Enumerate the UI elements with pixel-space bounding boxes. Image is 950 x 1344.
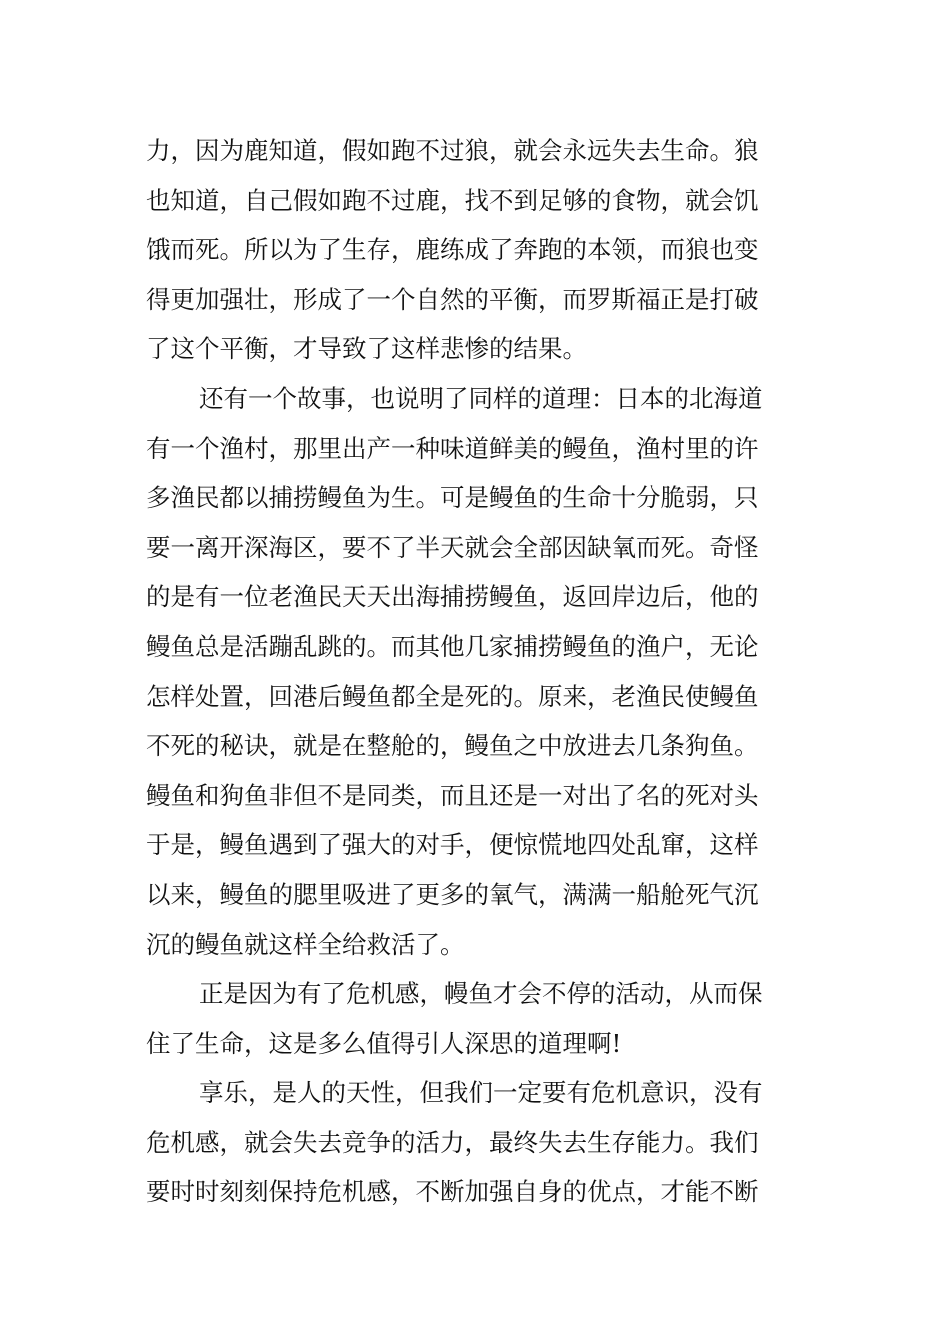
text-line: 怎样处置，回港后鳗鱼都全是死的。原来，老渔民使鳗鱼 [146,681,759,711]
text-line: 得更加强壮，形成了一个自然的平衡，而罗斯福正是打破 [146,284,759,314]
text-line: 也知道，自己假如跑不过鹿，找不到足够的食物，就会饥 [146,185,759,215]
text-line: 有一个渔村，那里出产一种味道鲜美的鳗鱼，渔村里的许 [146,433,759,463]
text-line: 沉的鳗鱼就这样全给救活了。 [146,929,465,959]
text-line: 正是因为有了危机感，幔鱼才会不停的活动，从而保 [199,979,763,1009]
text-line: 还有一个故事，也说明了同样的道理：日本的北海道 [199,383,763,413]
text-line: 不死的秘诀，就是在整舱的，鳗鱼之中放进去几条狗鱼。 [146,731,759,761]
document-body [146,126,810,1217]
text-line: 的是有一位老渔民天天出海捕捞鳗鱼，返回岸边后，他的 [146,582,759,612]
text-line: 饿而死。所以为了生存，鹿练成了奔跑的本领，而狼也变 [146,235,759,265]
text-line: 要一离开深海区，要不了半天就会全部因缺氧而死。奇怪 [146,532,759,562]
text-line: 多渔民都以捕捞鳗鱼为生。可是鳗鱼的生命十分脆弱，只 [146,483,759,513]
paragraph-4 [146,1068,810,1217]
text-line: 力，因为鹿知道，假如跑不过狼，就会永远失去生命。狼 [146,136,759,165]
text-line: 于是，鳗鱼遇到了强大的对手，便惊慌地四处乱窜，这样 [146,830,759,860]
text-line: 以来，鳗鱼的腮里吸进了更多的氧气，满满一船舱死气沉 [146,879,759,909]
text-line: 住了生命，这是多么值得引人深思的道理啊! [146,1028,622,1058]
text-line: 享乐，是人的天性，但我们一定要有危机意识，没有 [199,1078,763,1108]
paragraph-2 [146,374,810,969]
text-line: 要时时刻刻保持危机感，不断加强自身的优点，才能不断 [146,1177,759,1207]
text-line: 鳗鱼和狗鱼非但不是同类，而且还是一对出了名的死对头 [146,780,759,810]
paragraph-3 [146,969,810,1068]
text-line: 危机感，就会失去竞争的活力，最终失去生存能力。我们 [146,1127,759,1157]
paragraph-1 [146,126,810,374]
text-line: 鳗鱼总是活蹦乱跳的。而其他几家捕捞鳗鱼的渔户，无论 [146,631,759,661]
text-line: 了这个平衡，才导致了这样悲惨的结果。 [146,334,587,364]
